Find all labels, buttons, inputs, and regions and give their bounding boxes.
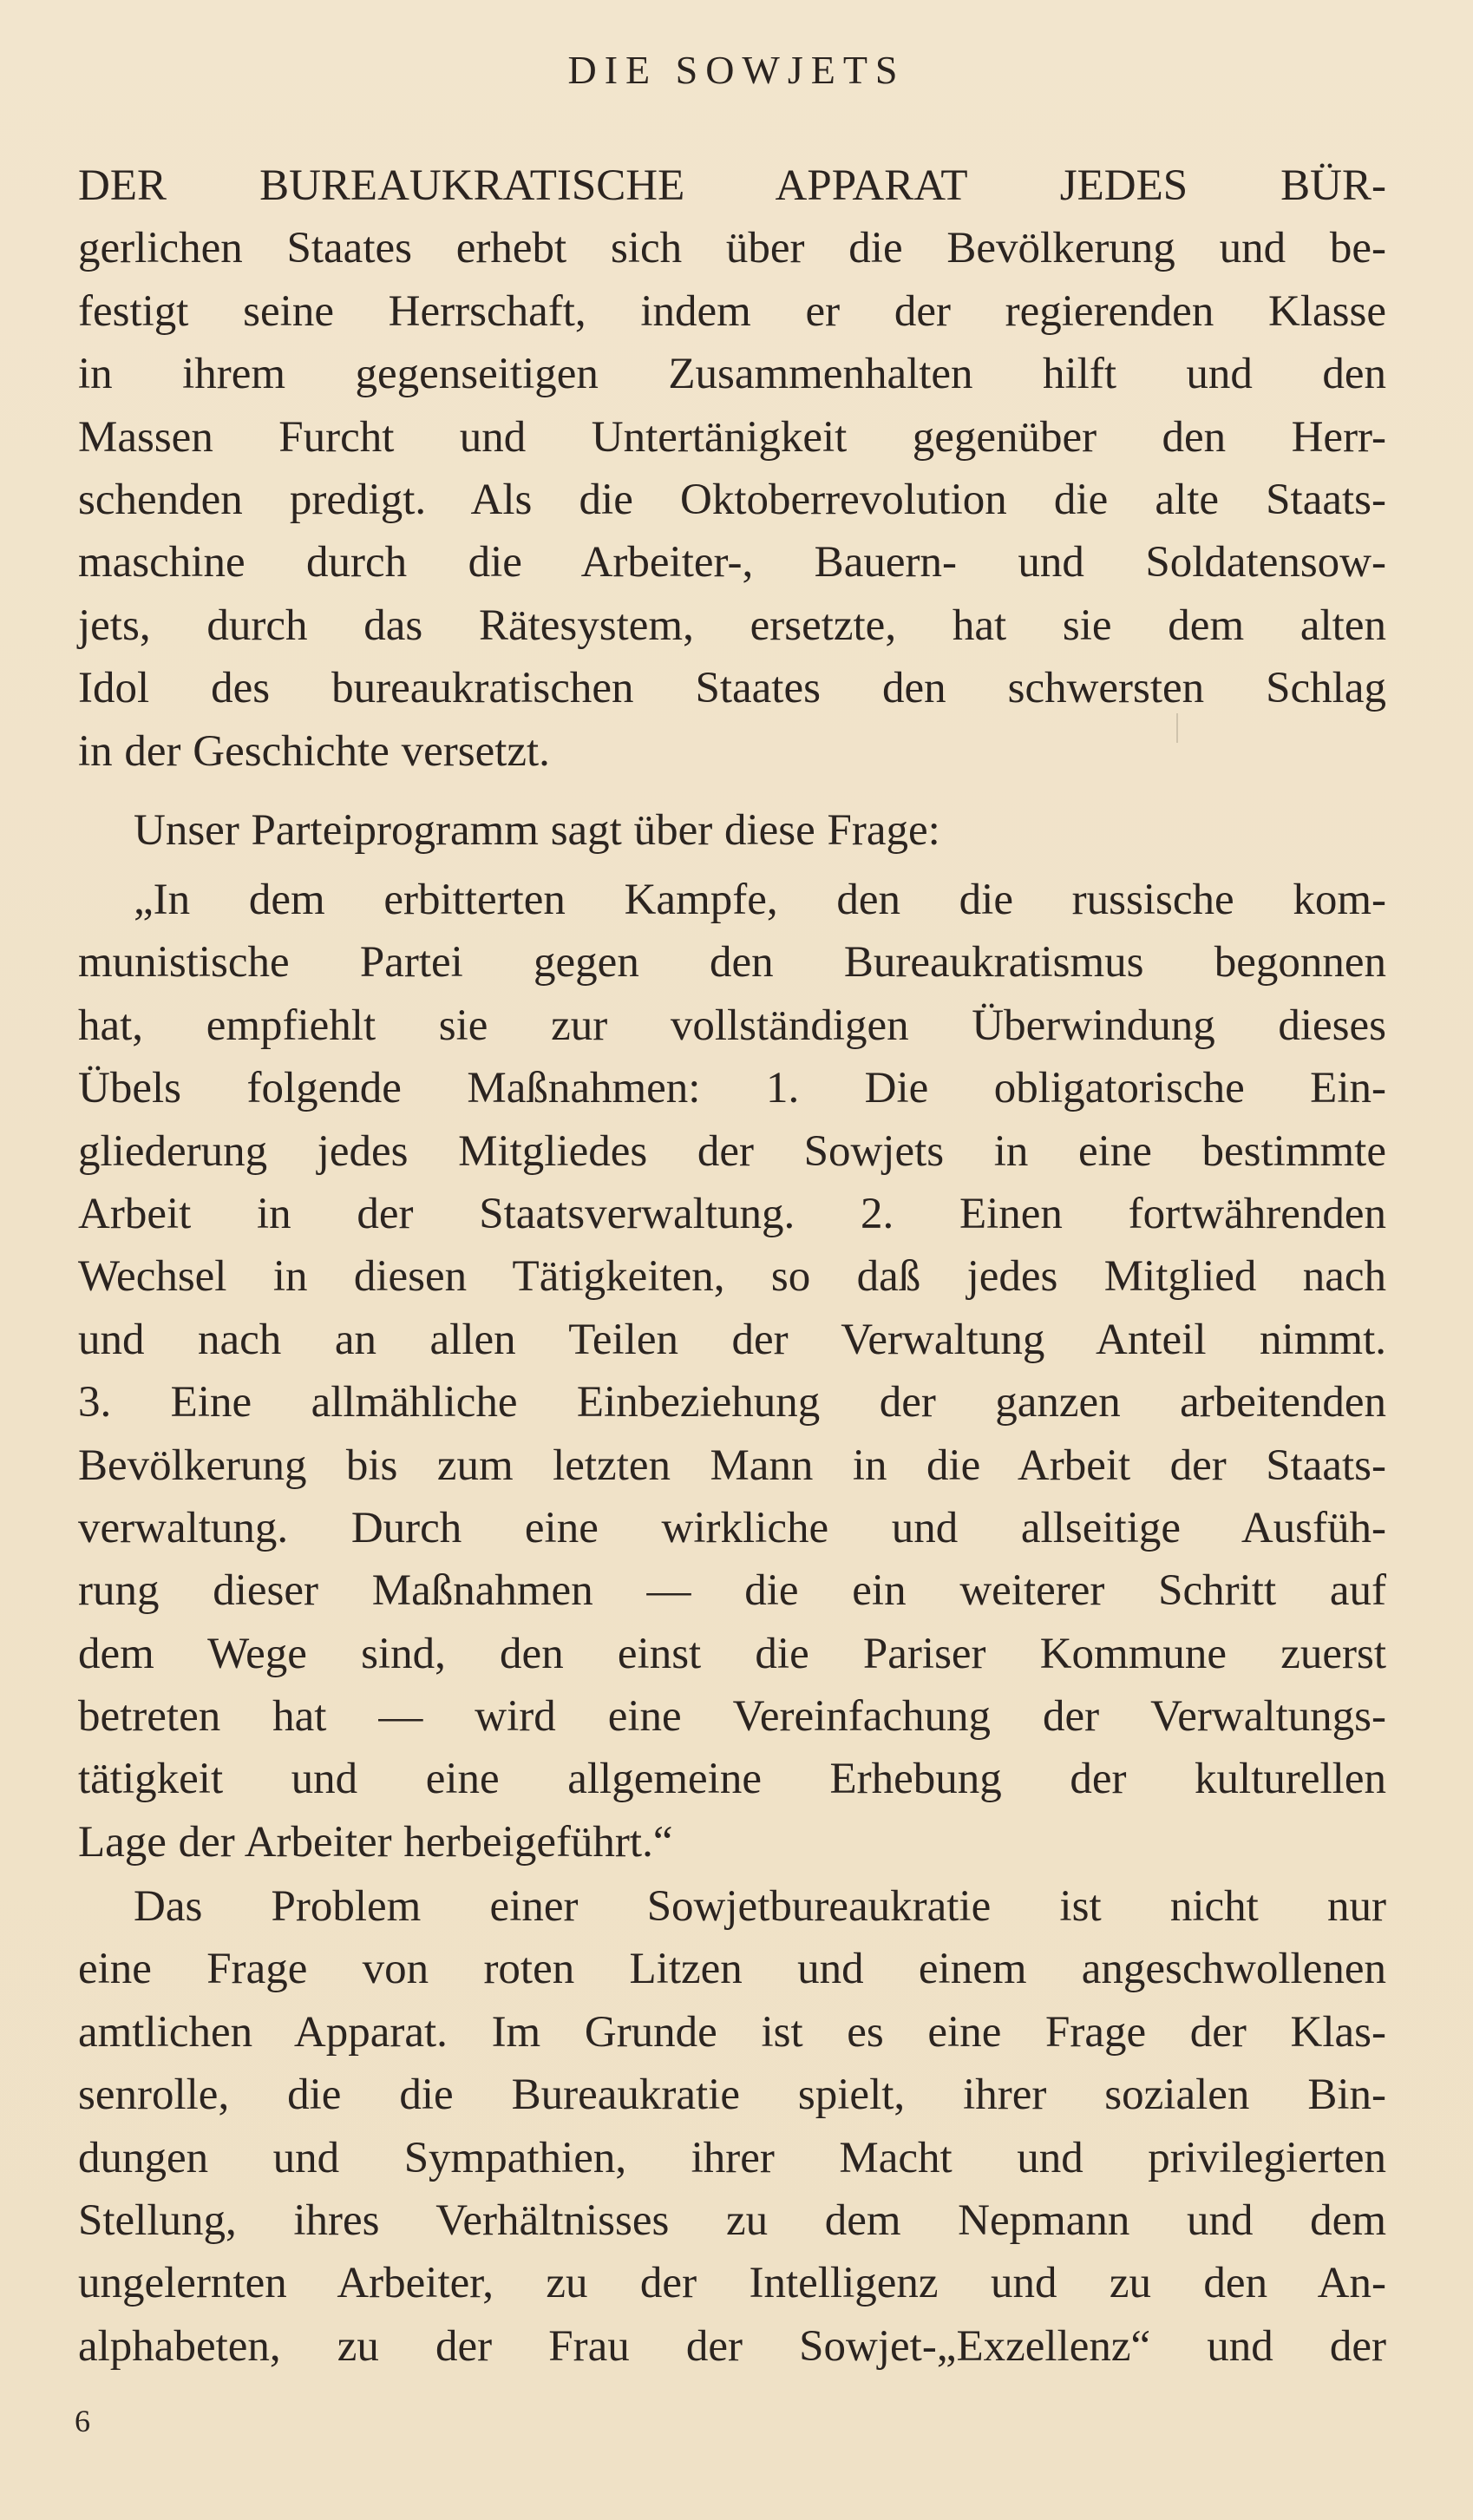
text-line: schenden predigt. Als die Oktoberrevolution die alte Staats- [78,475,1386,524]
text-line: eine Frage von roten Litzen und einem angeschwollenen [78,1945,1386,1994]
paragraph-4 [78,1875,1386,2378]
paragraph-1 [78,154,1386,783]
text-line: DER BUREAUKRATISCHE APPARAT JEDES BÜR- [78,161,1386,210]
ink-mark [1176,713,1178,743]
text-line: Arbeit in der Staatsverwaltung. 2. Einen fortwährenden [78,1189,1386,1238]
text-line: festigt seine Herrschaft, indem er der regierenden Klasse [78,286,1386,336]
text-line: Stellung, ihres Verhältnisses zu dem Nepmann und dem [78,2195,1386,2245]
text-line: rung dieser Maßnahmen — die ein weiterer Schritt auf [78,1566,1386,1616]
text-line: Lage der Arbeiter herbeigeführt.“ [78,1817,673,1867]
text-line: „In dem erbitterten Kampfe, den die russische kom- [134,876,1386,924]
page-number: 6 [75,2404,90,2438]
running-head: DIE SOWJETS [567,48,906,92]
text-line: gerlichen Staates erhebt sich über die Bevölkerung und be- [78,224,1386,273]
text-line: dem Wege sind, den einst die Pariser Kommune zuerst [78,1629,1386,1678]
text-line: munistische Partei gegen den Bureaukratismus begonnen [78,938,1386,988]
paragraph-2 [78,799,1386,862]
text-line: Übels folgende Maßnahmen: 1. Die obligatorische Ein- [78,1064,1386,1113]
text-line: tätigkeit und eine allgemeine Erhebung der kulturellen [78,1755,1386,1804]
text-line: Wechsel in diesen Tätigkeiten, so daß jedes Mitglied nach [78,1252,1386,1302]
text-line: alphabeten, zu der Frau der Sowjet-„Exzellenz“ und der [78,2321,1386,2371]
text-line: und nach an allen Teilen der Verwaltung Anteil nimmt. [78,1315,1386,1364]
text-line: verwaltung. Durch eine wirkliche und allseitige Ausfüh- [78,1503,1386,1552]
text-line: gliederung jedes Mitgliedes der Sowjets in eine bestimmte [78,1126,1386,1176]
text-line: amtlichen Apparat. Im Grunde ist es eine Frage der Klas- [78,2007,1386,2057]
text-line: dungen und Sympathien, ihrer Macht und privilegierten [78,2133,1386,2182]
text-line: ungelernten Arbeiter, zu der Intelligenz und zu den An- [78,2259,1386,2308]
text-line: in der Geschichte versetzt. [78,726,550,776]
text-line: Unser Parteiprogramm sagt über diese Frage: [134,806,940,855]
text-line: betreten hat — wird eine Vereinfachung der Verwaltungs- [78,1692,1386,1742]
text-line: hat, empfiehlt sie zur vollständigen Überwindung dieses [78,1001,1386,1050]
text-line: Massen Furcht und Untertänigkeit gegenüber den Herr- [78,412,1386,462]
paragraph-3-quote [78,869,1386,1874]
text-line: Das Problem einer Sowjetbureaukratie ist nicht nur [134,1882,1386,1931]
text-line: maschine durch die Arbeiter-, Bauern- und Soldatensow- [78,538,1386,587]
text-line: in ihrem gegenseitigen Zusammenhalten hilft und den [78,350,1386,399]
text-line: 3. Eine allmähliche Einbeziehung der ganzen arbeitenden [78,1378,1386,1427]
text-line: jets, durch das Rätesystem, ersetzte, hat sie dem alten [78,600,1386,650]
text-line: senrolle, die die Bureaukratie spielt, ihrer sozialen Bin- [78,2070,1386,2120]
text-line: Idol des bureaukratischen Staates den schwersten Schlag [78,664,1386,713]
text-line: Bevölkerung bis zum letzten Mann in die Arbeit der Staats- [78,1440,1386,1490]
